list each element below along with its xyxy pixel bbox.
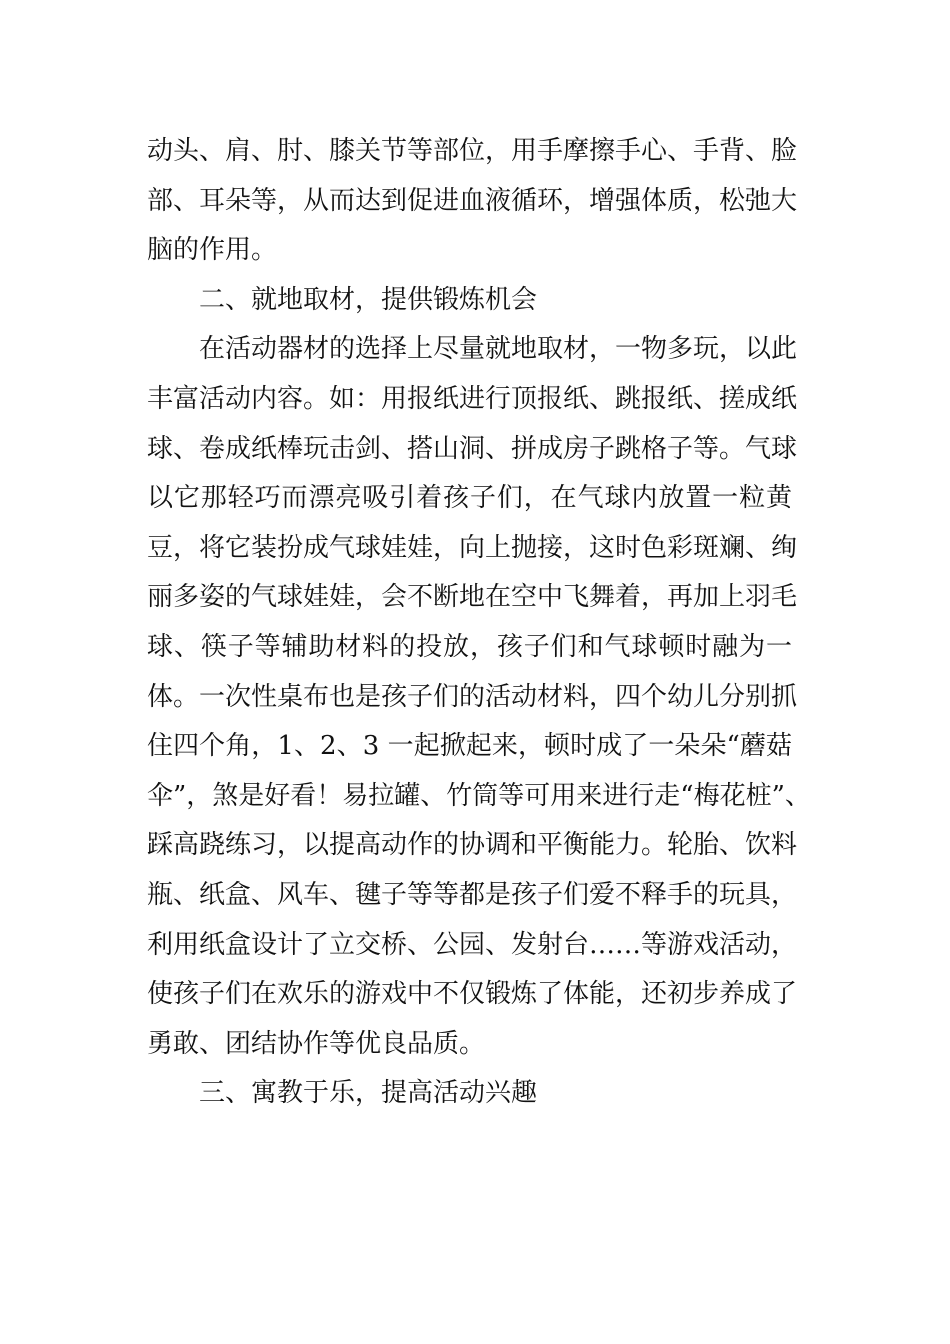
text-line: 踩高跷练习，以提高动作的协调和平衡能力。轮胎、饮料 [147, 830, 798, 861]
text-line: 使孩子们在欢乐的游戏中不仅锻炼了体能，还初步养成了 [147, 979, 798, 1010]
text-line: 在活动器材的选择上尽量就地取材，一物多玩，以此 [199, 334, 798, 365]
text-line: 以它那轻巧而漂亮吸引着孩子们，在气球内放置一粒黄 [147, 483, 792, 514]
text-line: 豆，将它装扮成气球娃娃，向上抛接，这时色彩斑斓、绚 [147, 532, 798, 563]
text-line: 体。一次性桌布也是孩子们的活动材料，四个幼儿分别抓 [147, 681, 798, 712]
section-heading: 三、寓教于乐，提高活动兴趣 [199, 1078, 538, 1109]
text-line: 勇敢、团结协作等优良品质。 [147, 1028, 486, 1059]
text-line: 脑的作用。 [147, 235, 278, 266]
paragraph [147, 325, 811, 1069]
text-line: 球、筷子等辅助材料的投放，孩子们和气球顿时融为一 [147, 631, 792, 662]
text-line: 瓶、纸盒、风车、毽子等等都是孩子们爱不释手的玩具， [147, 879, 798, 910]
text-line: 伞”，煞是好看！易拉罐、竹筒等可用来进行走“梅花桩”、 [147, 780, 811, 811]
paragraph-continuation [147, 127, 798, 276]
text-line: 部、耳朵等，从而达到促进血液循环，增强体质，松弛大 [147, 185, 798, 216]
text-line: 住四个角，1、2、3 一起掀起来，顿时成了一朵朵“蘑菇 [147, 731, 792, 762]
document-body [147, 127, 811, 1119]
text-line: 丽多姿的气球娃娃，会不断地在空中飞舞着，再加上羽毛 [147, 582, 798, 613]
text-line: 丰富活动内容。如：用报纸进行顶报纸、跳报纸、搓成纸 [147, 383, 798, 414]
text-line: 球、卷成纸棒玩击剑、搭山洞、拼成房子跳格子等。气球 [147, 433, 798, 464]
section-heading: 二、就地取材，提供锻炼机会 [199, 284, 538, 315]
text-line: 利用纸盒设计了立交桥、公园、发射台……等游戏活动， [147, 929, 798, 960]
text-line: 动头、肩、肘、膝关节等部位，用手摩擦手心、手背、脸 [147, 136, 798, 166]
